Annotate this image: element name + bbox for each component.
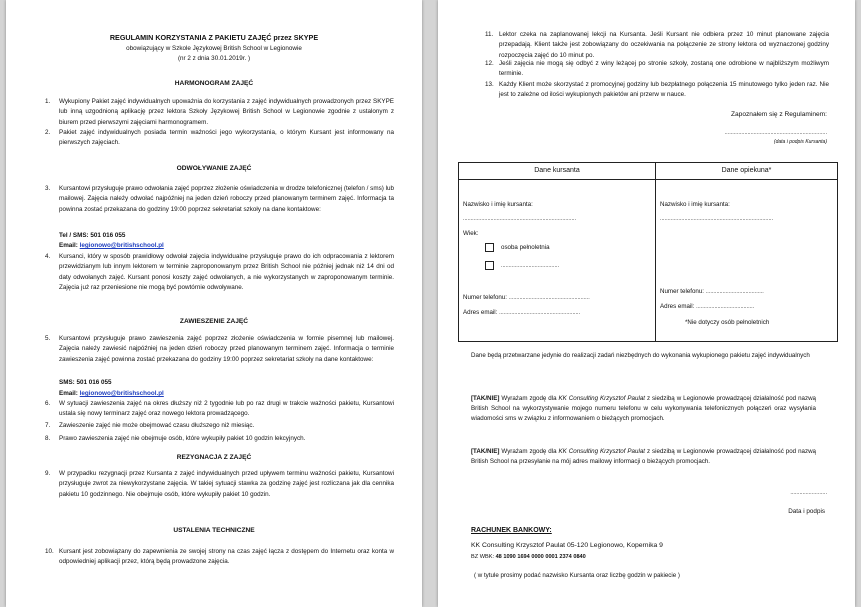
acknowledgement-caption: (data i podpis Kursanta) [773,139,827,145]
guardian-phone-row[interactable]: Numer telefonu: ...................................... [660,288,764,295]
contact-email-line: Email: legionowo@britishschool.pl [59,242,164,249]
student-name-field[interactable]: .......................................................................... [463,216,577,222]
doc-subtitle: obowiązujący w Szkole Językowej British School w Legionowie [126,45,302,52]
list-item: 9. W przypadku rezygnacji przez Kursanta z zajęć indywidualnych przed upływem terminu ważności pakietu, Kursantowi przysługuje zwrot za niewykorzystane zajęcia. W takiej sytuacji stawka za godzinę zajęć jest rozliczana jak dla cennika pakietu 10 godzinnego. Nie obejmuje osób, które wykupiły pakiet 10 godzin. [45,470,394,498]
list-item: 8. Prawo zawieszenia zajęć nie obejmuje osób, które wykupiły pakiet 10 godzin lekcyjnych. [45,435,306,442]
rodo-notice: Dane będą przetwarzane jedynie do realizacji zadań niezbędnych do wykonania wykupionego pakietu zajęć indywidualnych [471,352,810,359]
guardian-name-label: Nazwisko i imię kursanta: [660,201,730,208]
section-zawieszenie: ZAWIESZENIE ZAJĘĆ [179,318,249,325]
list-item: 2. Pakiet zajęć indywidualnych posiada termin ważności jego wykorzystania, o którym Kursant jest informowany na pierwszych zajęciach. [45,129,394,147]
list-item: 3. Kursantowi przysługuje prawo odwołania zajęć poprzez złożenie oświadczenia w drodze telefonicznej (telefon / sms) lub mailowej. Zajęcia należy odwołać najpóźniej na jeden dzień roboczy przed planowanym terminem zajęć. Informacja ta powinna zostać przekazana do godziny 19:00 poprzez sekretariat szkoły na dane kontaktowe: [45,185,394,213]
student-email-row[interactable]: Adres email: ..................................................... [463,309,581,316]
bank-address: KK Consulting Krzysztof Paulat 05-120 Legionowo, Kopernika 9 [471,542,663,549]
col-header-kursant: Dane kursanta [534,167,580,174]
list-item: 6. W sytuacji zawieszenia zajęć na okres dłuższy niż 2 tygodnie lub po raz drugi w trakcie ważności pakietu, Kursantowi ustala się nowy terminarz zajęć oraz nowego lektora prowadzącego. [45,400,394,418]
contact-phone: Tel / SMS: 501 016 055 [59,232,126,239]
consent-phone: [TAK/NIE] Wyrażam zgodę dla KK Consulting Krzysztof Paulat z siedzibą w Legionowie prowadzącej działalność pod nazwą British School na wykorzystywanie mojego numeru telefonu w celu wykonywania telefonicznych połączeń oraz wysyłania wiadomości sms w związku z informowaniem o bieżących promocjach. [471,395,816,422]
guardian-email-row[interactable]: Adres email: ...................................... [660,303,755,310]
guardian-name-field[interactable]: .......................................................................... [660,216,774,222]
list-item: 1. Wykupiony Pakiet zajęć indywidualnych upoważnia do korzystania z zajęć indywidualnych prowadzonych przez SKYPE lub inną uzgodnioną aplikację przez lektora Szkoły Językowej British School w Legionowie zgodnie z ustalonym z biurem przed pierwszymi zajęciami harmonogramem. [45,98,394,126]
bank-number: 48 1090 1694 0000 0001 2374 0840 [495,554,586,560]
student-name-label: Nazwisko i imię kursanta: [463,201,533,208]
contact-email-line: Email: legionowo@britishschool.pl [59,390,164,397]
student-age-label: Wiek: [463,230,479,237]
col-header-opiekun: Dane opiekuna* [721,167,772,174]
bank-account: BZ WBK: 48 1090 1694 0000 0001 2374 0840 [471,554,586,560]
list-item: 13. Każdy Klient może skorzystać z promocyjnej godziny lub bezpłatnego połączenia 15 minutowego tylko jeden raz. Nie jest to zależne od ilości wykupionych pakietów ani przerw w nauce. [485,81,829,99]
consent-phone-choice[interactable]: [TAK/NIE] [471,395,500,402]
section-harmonogram: HARMONOGRAM ZAJĘĆ [174,80,254,87]
table-footnote: *Nie dotyczy osób pełnoletnich [685,319,770,326]
bank-note: ( w tytule prosimy podać nazwisko Kursanta oraz liczbę godzin w pakiecie ) [474,572,680,579]
list-item: 5. Kursantowi przysługuje prawo zawieszenia zajęć poprzez złożenie oświadczenia w formie pisemnej lub mailowej. Zajęcia należy zawiesić najpóźniej na jeden dzień roboczy przed planowanym terminem zajęć. Informacja o terminie zawieszenia zajęć powinna zostać przekazana do godziny 19:00 poprzez sekretariat szkoły na dane kontaktowe: [45,335,394,363]
data-table [458,162,838,342]
list-item: 11. Lektor czeka na zaplanowanej lekcji na Kursanta. Jeśli Kursant nie odbiera przez 10 minut planowane zajęcia przepadają. Klient także jest zobowiązany do oczekiwania na połączenie ze strony lektora od wyznaczonej godziny rozpoczęcia zajęć do 10 minut po. [485,31,829,59]
acknowledgement-label: Zapoznałem się z Regulaminem: [730,111,827,118]
section-rezygnacja: REZYGNACJA Z ZAJĘĆ [176,454,252,461]
section-odwolywanie: ODWOŁYWANIE ZAJĘĆ [176,165,252,172]
consent-email-choice[interactable]: [TAK/NIE] [471,448,500,455]
list-item: 4. Kursanci, który w sposób prawidłowy odwołał zajęcia indywidualne przysługuje prawo do ich odpracowania z lektorem przewidzianym lub innym lektorem w terminie zaproponowanym przez British School nie później jednak niż 14 dni od daty odwołanych zajęć. Kursant ponosi koszty zajęć odwołanych, a nie wykorzystanych w zaproponowanym terminie. Zajęcia już raz przeniesione nie mogą być powtórnie odwoływane. [45,253,394,292]
contact-sms: SMS: 501 016 055 [59,379,112,386]
page-left [6,0,422,607]
acknowledgement-signature-line: ................................................................... [724,130,827,136]
other-age-row[interactable]: ...................................... [485,261,559,272]
list-item: 12. Jeśli zajęcia nie mogą się odbyć z winy leżącej po stronie szkoły, zostaną one odrobione w najbliższym możliwym terminie. [485,60,829,78]
page-right [438,0,855,607]
email-link[interactable]: legionowo@britishschool.pl [79,242,164,249]
section-ustalenia: USTALENIA TECHNICZNE [173,527,255,534]
list-item: 7. Zawieszenie zajęć nie może obejmować czasu dłuższego niż miesiąc. [45,422,255,429]
doc-version: (nr 2 z dnia 30.01.2019r. ) [177,55,251,62]
other-age-checkbox[interactable] [485,261,494,270]
adult-checkbox-row[interactable]: osoba pełnoletnia [485,243,550,253]
consent-email: [TAK/NIE] Wyrażam zgodę dla KK Consulting Krzysztof Paulat z siedzibą w Legionowie prowadzącej działalność pod nazwą British School na przesyłanie na mój adres mailowy informacji o bieżących promocjach. [471,448,816,465]
signature-caption: Data i podpis [788,508,825,515]
student-phone-row[interactable]: Numer telefonu: ..................................................... [463,294,590,301]
adult-checkbox[interactable] [485,243,494,252]
doc-title: REGULAMIN KORZYSTANIA Z PAKIETU ZAJĘĆ przez SKYPE [109,33,319,42]
list-item: 10. Kursant jest zobowiązany do zapewnienia ze swojej strony na czas zajęć łącza z dostępem do Internetu oraz konta w odpowiedniej aplikacji przez, którą będą prowadzone zajęcia. [45,548,394,566]
bank-title: RACHUNEK BANKOWY: [471,527,552,534]
signature-line: ........................ [790,490,827,496]
email-link[interactable]: legionowo@britishschool.pl [79,390,164,397]
